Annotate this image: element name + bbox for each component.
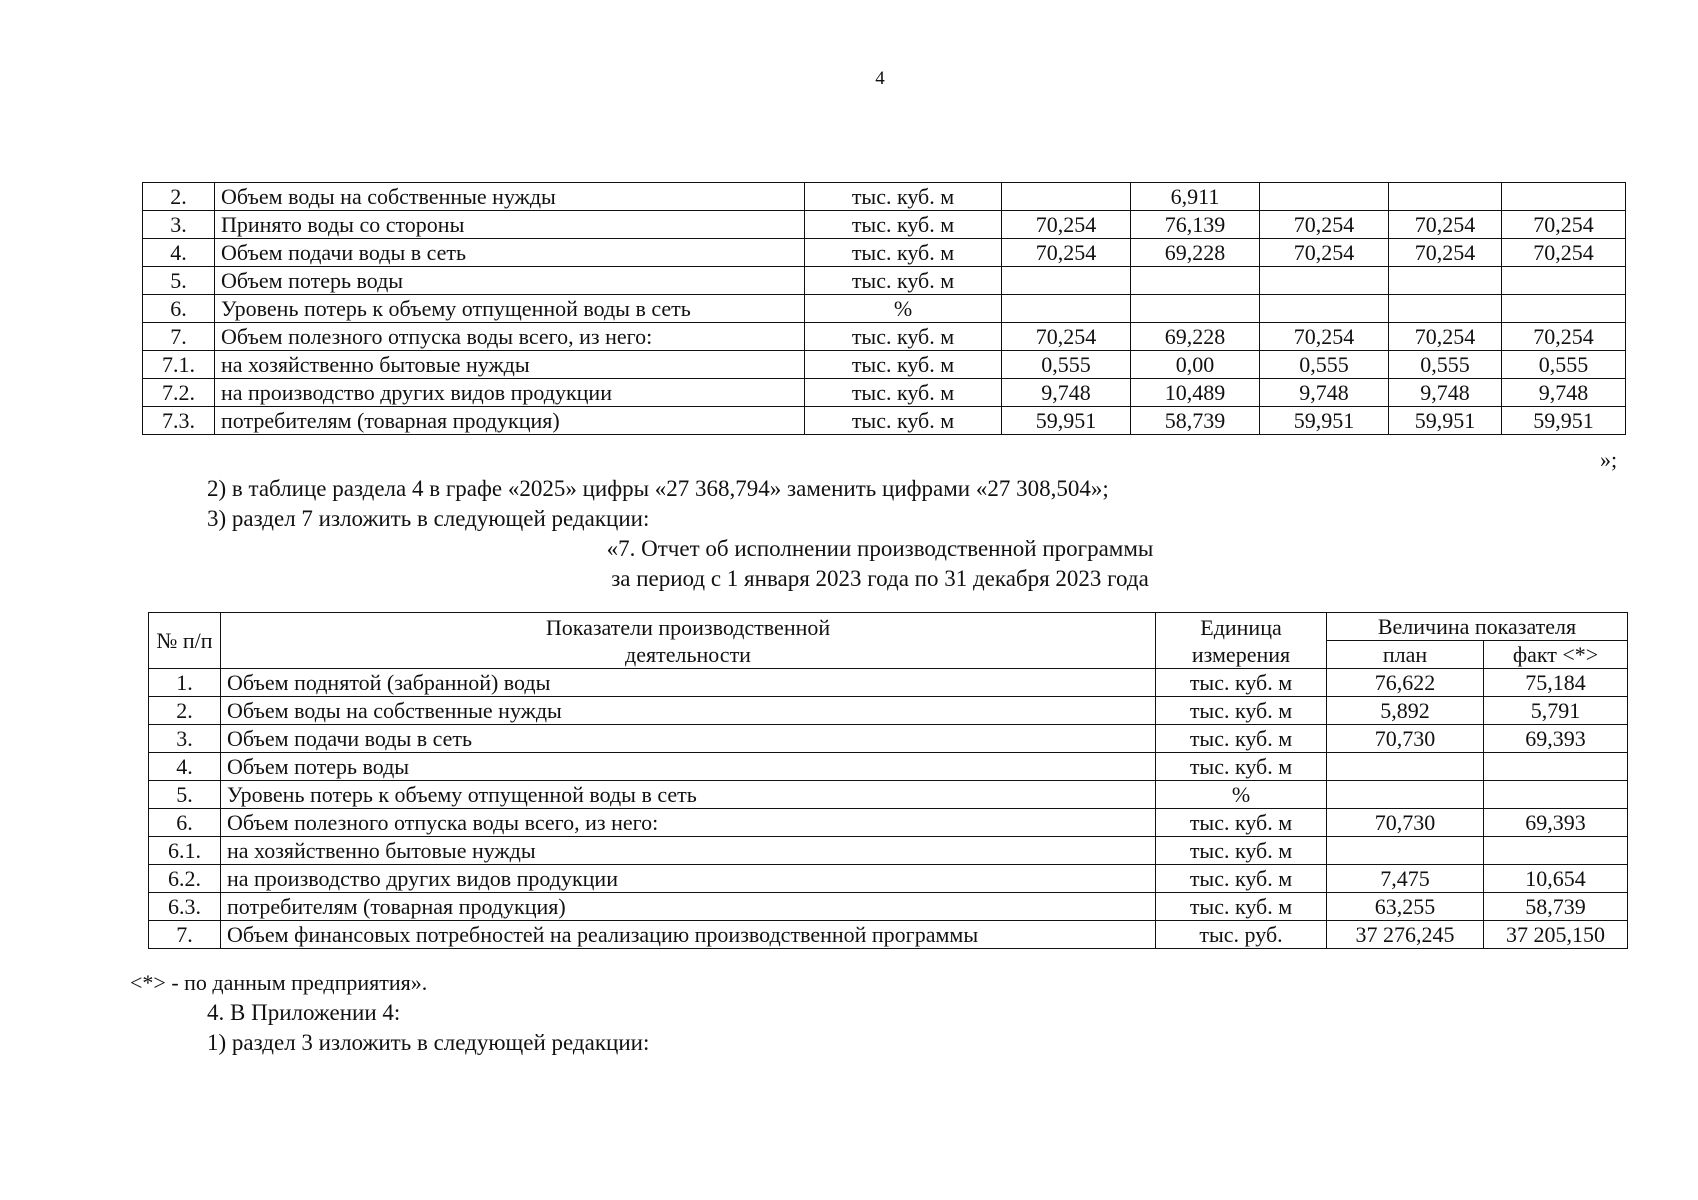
cell-name: Объем потерь воды bbox=[221, 753, 1156, 781]
section-heading-line1: «7. Отчет об исполнении производственной программы bbox=[606, 536, 1154, 561]
cell-value: 10,489 bbox=[1131, 379, 1260, 407]
cell-name: потребителям (товарная продукция) bbox=[221, 893, 1156, 921]
table-row bbox=[149, 753, 1628, 781]
cell-value: 70,254 bbox=[1502, 323, 1626, 351]
cell-value: 9,748 bbox=[1502, 379, 1626, 407]
header-unit: Единица измерения bbox=[1156, 613, 1327, 669]
cell-value: 70,254 bbox=[1002, 239, 1131, 267]
cell-value: 69,228 bbox=[1131, 239, 1260, 267]
cell-value bbox=[1260, 295, 1389, 323]
header-name: Показатели производственной деятельности bbox=[221, 613, 1156, 669]
cell-value: 70,254 bbox=[1389, 323, 1502, 351]
page-number: 4 bbox=[875, 68, 885, 89]
table-row bbox=[143, 379, 1626, 407]
cell-fact bbox=[1484, 753, 1628, 781]
cell-num: 3. bbox=[143, 211, 215, 239]
header-num: № п/п bbox=[149, 613, 221, 669]
report-table bbox=[148, 612, 1628, 949]
header-fact: факт <*> bbox=[1484, 641, 1628, 669]
table-row bbox=[143, 267, 1626, 295]
cell-value: 70,254 bbox=[1002, 323, 1131, 351]
cell-value: 59,951 bbox=[1260, 407, 1389, 435]
table-row bbox=[149, 865, 1628, 893]
cell-name: Объем полезного отпуска воды всего, из него: bbox=[215, 323, 805, 351]
table-row bbox=[149, 781, 1628, 809]
cell-unit: тыс. куб. м bbox=[805, 239, 1002, 267]
table-row bbox=[143, 407, 1626, 435]
cell-value: 9,748 bbox=[1389, 379, 1502, 407]
cell-plan: 7,475 bbox=[1327, 865, 1484, 893]
continued-table bbox=[142, 182, 1626, 435]
paragraph-4: 4. В Приложении 4: bbox=[207, 1000, 401, 1025]
cell-name: Объем воды на собственные нужды bbox=[215, 183, 805, 211]
header-plan: план bbox=[1327, 641, 1484, 669]
cell-num: 7.3. bbox=[143, 407, 215, 435]
cell-value bbox=[1389, 295, 1502, 323]
cell-value: 58,739 bbox=[1131, 407, 1260, 435]
cell-name: Объем полезного отпуска воды всего, из него: bbox=[221, 809, 1156, 837]
cell-name: Уровень потерь к объему отпущенной воды в сеть bbox=[215, 295, 805, 323]
cell-unit: тыс. руб. bbox=[1156, 921, 1327, 949]
cell-unit: тыс. куб. м bbox=[805, 267, 1002, 295]
cell-num: 4. bbox=[143, 239, 215, 267]
cell-value bbox=[1502, 295, 1626, 323]
cell-num: 7.2. bbox=[143, 379, 215, 407]
cell-value bbox=[1002, 267, 1131, 295]
cell-plan bbox=[1327, 781, 1484, 809]
cell-unit: тыс. куб. м bbox=[1156, 753, 1327, 781]
cell-num: 6. bbox=[143, 295, 215, 323]
cell-unit: тыс. куб. м bbox=[1156, 669, 1327, 697]
cell-num: 5. bbox=[143, 267, 215, 295]
cell-value: 69,228 bbox=[1131, 323, 1260, 351]
cell-value: 9,748 bbox=[1002, 379, 1131, 407]
cell-value: 70,254 bbox=[1389, 239, 1502, 267]
cell-unit: тыс. куб. м bbox=[1156, 809, 1327, 837]
table-row bbox=[149, 837, 1628, 865]
cell-plan bbox=[1327, 753, 1484, 781]
cell-fact bbox=[1484, 837, 1628, 865]
cell-value: 70,254 bbox=[1002, 211, 1131, 239]
cell-name: Объем подачи воды в сеть bbox=[221, 725, 1156, 753]
table-row bbox=[149, 809, 1628, 837]
cell-fact: 5,791 bbox=[1484, 697, 1628, 725]
cell-num: 7. bbox=[149, 921, 221, 949]
cell-num: 2. bbox=[143, 183, 215, 211]
cell-name: Объем финансовых потребностей на реализацию производственной программы bbox=[221, 921, 1156, 949]
table-row bbox=[149, 669, 1628, 697]
cell-num: 2. bbox=[149, 697, 221, 725]
cell-fact: 37 205,150 bbox=[1484, 921, 1628, 949]
cell-value: 70,254 bbox=[1502, 239, 1626, 267]
table-row bbox=[143, 239, 1626, 267]
table-row bbox=[143, 323, 1626, 351]
cell-value bbox=[1502, 267, 1626, 295]
section-heading-line2: за период с 1 января 2023 года по 31 декабря 2023 года bbox=[611, 566, 1149, 591]
paragraph-2: 2) в таблице раздела 4 в графе «2025» цифры «27 368,794» заменить цифрами «27 308,504»; bbox=[207, 476, 1109, 501]
cell-value: 59,951 bbox=[1502, 407, 1626, 435]
cell-fact: 69,393 bbox=[1484, 809, 1628, 837]
paragraph-3: 3) раздел 7 изложить в следующей редакции: bbox=[207, 506, 650, 531]
header-value-group: Величина показателя bbox=[1327, 613, 1628, 641]
cell-value: 76,139 bbox=[1131, 211, 1260, 239]
cell-value: 59,951 bbox=[1389, 407, 1502, 435]
cell-unit: тыс. куб. м bbox=[1156, 837, 1327, 865]
cell-num: 4. bbox=[149, 753, 221, 781]
cell-plan: 63,255 bbox=[1327, 893, 1484, 921]
cell-value: 9,748 bbox=[1260, 379, 1389, 407]
cell-unit: тыс. куб. м bbox=[805, 351, 1002, 379]
cell-value: 0,00 bbox=[1131, 351, 1260, 379]
cell-unit: тыс. куб. м bbox=[805, 211, 1002, 239]
cell-name: Объем потерь воды bbox=[215, 267, 805, 295]
cell-value: 0,555 bbox=[1002, 351, 1131, 379]
cell-value: 0,555 bbox=[1260, 351, 1389, 379]
cell-plan: 76,622 bbox=[1327, 669, 1484, 697]
cell-name: на хозяйственно бытовые нужды bbox=[221, 837, 1156, 865]
cell-plan: 70,730 bbox=[1327, 725, 1484, 753]
cell-fact: 75,184 bbox=[1484, 669, 1628, 697]
cell-value: 70,254 bbox=[1389, 211, 1502, 239]
cell-name: на производство других видов продукции bbox=[215, 379, 805, 407]
cell-value: 6,911 bbox=[1131, 183, 1260, 211]
cell-num: 1. bbox=[149, 669, 221, 697]
cell-name: на производство других видов продукции bbox=[221, 865, 1156, 893]
cell-value: 59,951 bbox=[1002, 407, 1131, 435]
cell-plan bbox=[1327, 837, 1484, 865]
cell-num: 7.1. bbox=[143, 351, 215, 379]
cell-unit: % bbox=[1156, 781, 1327, 809]
table-row bbox=[149, 725, 1628, 753]
cell-name: на хозяйственно бытовые нужды bbox=[215, 351, 805, 379]
cell-num: 6.2. bbox=[149, 865, 221, 893]
cell-plan: 5,892 bbox=[1327, 697, 1484, 725]
cell-num: 6. bbox=[149, 809, 221, 837]
cell-value: 70,254 bbox=[1260, 239, 1389, 267]
cell-plan: 70,730 bbox=[1327, 809, 1484, 837]
table-row bbox=[143, 211, 1626, 239]
cell-value: 70,254 bbox=[1502, 211, 1626, 239]
cell-unit: тыс. куб. м bbox=[1156, 893, 1327, 921]
cell-fact: 69,393 bbox=[1484, 725, 1628, 753]
table-row bbox=[149, 921, 1628, 949]
closing-quote: »; bbox=[1600, 447, 1618, 472]
cell-unit: % bbox=[805, 295, 1002, 323]
cell-value bbox=[1389, 183, 1502, 211]
cell-value: 0,555 bbox=[1502, 351, 1626, 379]
table-row bbox=[149, 893, 1628, 921]
paragraph-5: 1) раздел 3 изложить в следующей редакции: bbox=[207, 1030, 650, 1055]
cell-value bbox=[1002, 183, 1131, 211]
cell-unit: тыс. куб. м bbox=[805, 183, 1002, 211]
cell-num: 3. bbox=[149, 725, 221, 753]
cell-value: 70,254 bbox=[1260, 211, 1389, 239]
table-row bbox=[149, 697, 1628, 725]
cell-name: Принято воды со стороны bbox=[215, 211, 805, 239]
cell-unit: тыс. куб. м bbox=[805, 407, 1002, 435]
cell-plan: 37 276,245 bbox=[1327, 921, 1484, 949]
cell-value bbox=[1131, 295, 1260, 323]
cell-value bbox=[1389, 267, 1502, 295]
cell-unit: тыс. куб. м bbox=[805, 379, 1002, 407]
cell-value bbox=[1260, 183, 1389, 211]
cell-value bbox=[1131, 267, 1260, 295]
cell-value bbox=[1502, 183, 1626, 211]
table-row bbox=[143, 351, 1626, 379]
cell-value bbox=[1260, 267, 1389, 295]
table-row bbox=[143, 295, 1626, 323]
cell-fact: 58,739 bbox=[1484, 893, 1628, 921]
cell-fact: 10,654 bbox=[1484, 865, 1628, 893]
cell-name: Объем подачи воды в сеть bbox=[215, 239, 805, 267]
footnote: <*> - по данным предприятия». bbox=[130, 970, 428, 995]
cell-unit: тыс. куб. м bbox=[1156, 725, 1327, 753]
table-row bbox=[143, 183, 1626, 211]
cell-name: Объем поднятой (забранной) воды bbox=[221, 669, 1156, 697]
cell-name: Объем воды на собственные нужды bbox=[221, 697, 1156, 725]
cell-name: потребителям (товарная продукция) bbox=[215, 407, 805, 435]
cell-value bbox=[1002, 295, 1131, 323]
cell-num: 5. bbox=[149, 781, 221, 809]
cell-num: 6.3. bbox=[149, 893, 221, 921]
cell-num: 6.1. bbox=[149, 837, 221, 865]
cell-value: 0,555 bbox=[1389, 351, 1502, 379]
cell-num: 7. bbox=[143, 323, 215, 351]
cell-unit: тыс. куб. м bbox=[805, 323, 1002, 351]
cell-unit: тыс. куб. м bbox=[1156, 865, 1327, 893]
cell-fact bbox=[1484, 781, 1628, 809]
cell-name: Уровень потерь к объему отпущенной воды в сеть bbox=[221, 781, 1156, 809]
cell-value: 70,254 bbox=[1260, 323, 1389, 351]
cell-unit: тыс. куб. м bbox=[1156, 697, 1327, 725]
